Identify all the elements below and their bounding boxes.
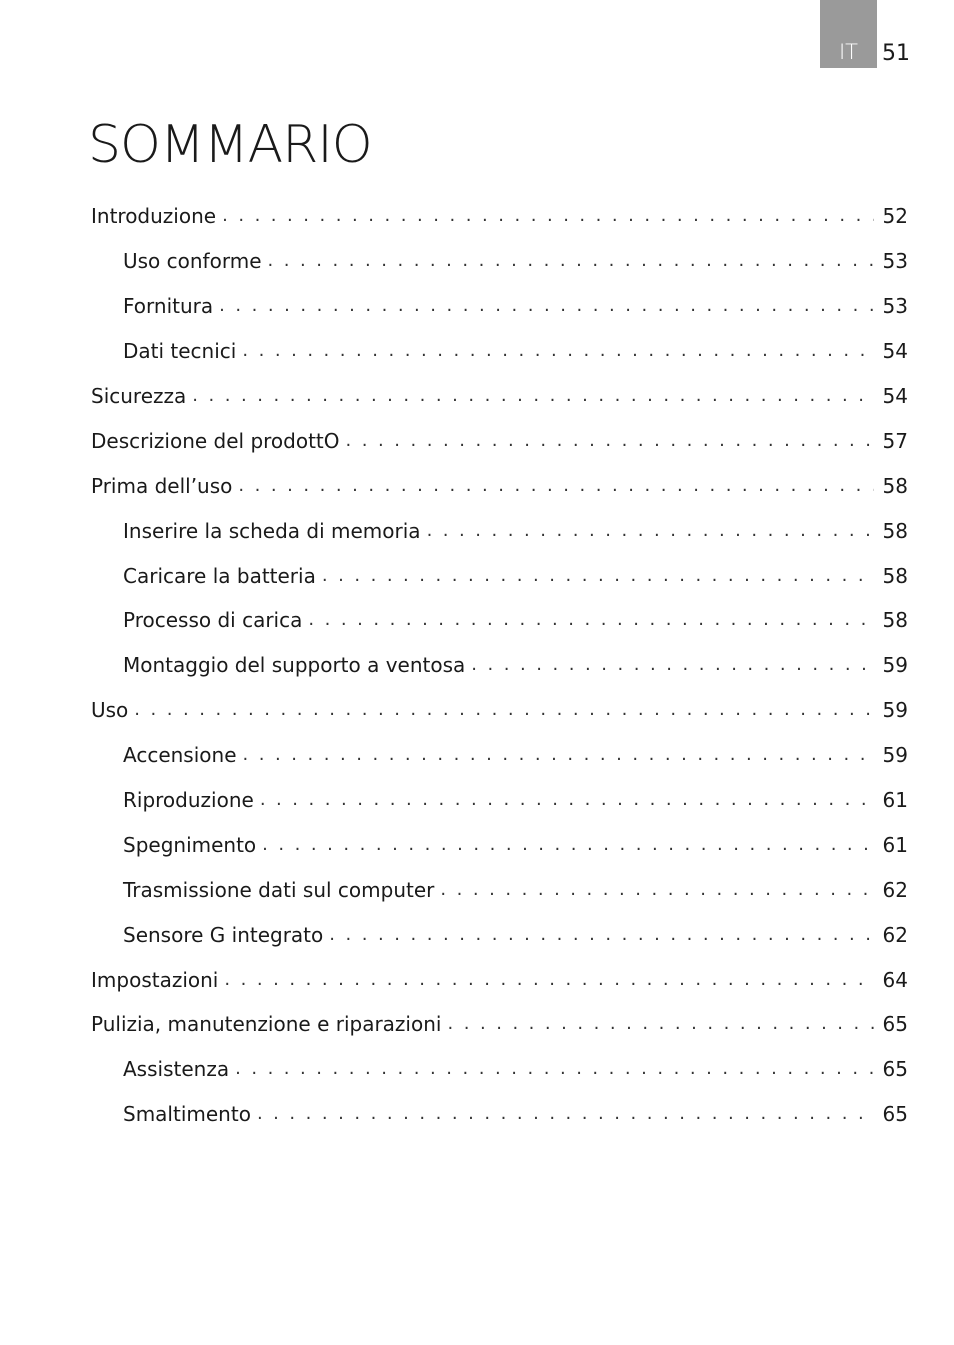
toc-dot-leader (308, 607, 874, 633)
language-code: IT (838, 40, 859, 64)
toc-entry[interactable] (91, 553, 908, 598)
toc-entry-page: 62 (882, 922, 908, 947)
toc-dot-leader (262, 832, 874, 858)
toc-dot-leader (427, 518, 874, 544)
toc-entry[interactable] (91, 957, 908, 1002)
toc-entry[interactable] (91, 822, 908, 867)
toc-dot-leader (268, 248, 875, 274)
toc-entry[interactable] (91, 643, 908, 688)
toc-entry[interactable] (91, 778, 908, 823)
toc-dot-leader (260, 787, 874, 813)
toc-entry[interactable] (91, 239, 908, 284)
toc-entry-page: 58 (882, 473, 908, 498)
toc-entry[interactable] (91, 418, 908, 463)
toc-dot-leader (447, 1011, 874, 1037)
toc-entry-page: 59 (882, 698, 908, 723)
toc-entry-page: 52 (882, 204, 908, 229)
toc-entry-page: 58 (882, 518, 908, 543)
toc-entry-label: Smaltimento (123, 1102, 251, 1127)
toc-entry-page: 54 (882, 339, 908, 364)
toc-dot-leader (243, 742, 875, 768)
toc-entry[interactable] (91, 912, 908, 957)
toc-entry-page: 61 (882, 832, 908, 857)
toc-dot-leader (192, 383, 874, 409)
toc-dot-leader (322, 563, 874, 589)
toc-entry-page: 64 (882, 967, 908, 992)
toc-dot-leader (134, 697, 874, 723)
toc-entry-label: Uso (91, 698, 129, 723)
toc-dot-leader (257, 1101, 874, 1127)
toc-entry-page: 54 (882, 384, 908, 408)
toc-entry[interactable] (91, 598, 908, 643)
toc-dot-leader (329, 922, 874, 948)
toc-entry[interactable] (91, 733, 908, 778)
toc-entry-label: Descrizione del prodottO (91, 428, 340, 453)
toc-entry[interactable] (91, 463, 908, 508)
toc-entry-label: Sicurezza (91, 384, 187, 408)
page-title: SOMMARIO (88, 115, 372, 175)
toc-dot-leader (238, 473, 874, 499)
toc-entry-page: 58 (882, 563, 908, 588)
toc-entry-label: Pulizia, manutenzione e riparazioni (91, 1012, 442, 1037)
toc-entry-page: 61 (882, 788, 908, 813)
toc-entry[interactable] (91, 329, 908, 374)
toc-entry-label: Inserire la scheda di memoria (123, 518, 421, 543)
toc-entry-page: 59 (882, 743, 908, 768)
toc-entry-page: 65 (882, 1102, 908, 1127)
toc-dot-leader (222, 203, 874, 229)
table-of-contents (91, 194, 908, 1137)
toc-entry[interactable] (91, 194, 908, 239)
toc-dot-leader (471, 652, 874, 678)
toc-entry-page: 53 (882, 294, 908, 319)
toc-entry[interactable] (91, 867, 908, 912)
toc-entry[interactable] (91, 688, 908, 733)
toc-entry-page: 57 (882, 428, 908, 453)
toc-dot-leader (242, 338, 874, 364)
toc-entry-label: Trasmissione dati sul computer (123, 877, 435, 902)
toc-entry-label: Montaggio del supporto a ventosa (123, 653, 466, 678)
toc-entry-label: Introduzione (91, 204, 217, 229)
toc-entry[interactable] (91, 1002, 908, 1047)
toc-dot-leader (346, 428, 874, 454)
toc-entry-page: 65 (882, 1057, 908, 1082)
toc-entry-label: Prima dell’uso (91, 473, 233, 498)
language-tab (820, 0, 877, 68)
toc-dot-leader (219, 293, 874, 319)
toc-entry-label: Processo di carica (123, 608, 303, 633)
toc-entry-label: Uso conforme (123, 249, 262, 274)
toc-entry-page: 65 (882, 1012, 908, 1037)
toc-entry-label: Accensione (123, 743, 237, 768)
toc-entry-label: Caricare la batteria (123, 563, 316, 588)
toc-entry[interactable] (91, 1092, 908, 1137)
toc-dot-leader (224, 967, 874, 993)
toc-entry-page: 59 (882, 653, 908, 678)
toc-entry-label: Sensore G integrato (123, 922, 324, 947)
toc-entry-label: Dati tecnici (123, 339, 237, 364)
toc-dot-leader (440, 877, 874, 903)
toc-entry-page: 53 (882, 249, 908, 274)
toc-entry-label: Assistenza (123, 1057, 230, 1082)
toc-entry-page: 62 (882, 877, 908, 902)
toc-entry[interactable] (91, 374, 908, 419)
toc-entry[interactable] (91, 284, 908, 329)
toc-dot-leader (235, 1056, 874, 1082)
toc-entry[interactable] (91, 1047, 908, 1092)
toc-entry-label: Impostazioni (91, 967, 219, 992)
toc-entry-label: Riproduzione (123, 788, 254, 813)
toc-entry[interactable] (91, 508, 908, 553)
toc-entry-label: Fornitura (123, 294, 214, 319)
toc-entry-page: 58 (882, 608, 908, 633)
page-number: 51 (882, 41, 910, 66)
toc-entry-label: Spegnimento (123, 832, 257, 857)
